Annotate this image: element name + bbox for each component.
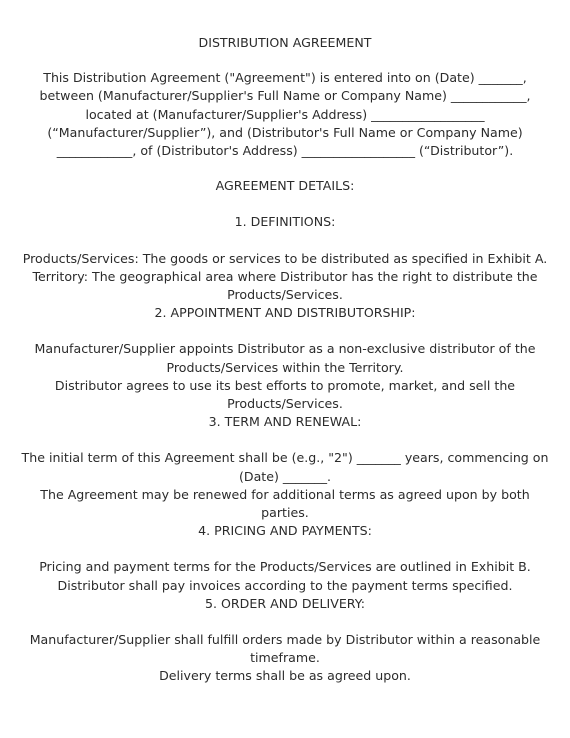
section-line: Manufacturer/Supplier appoints Distributor as a non-exclusive distributor of the (34, 341, 536, 357)
section-body-order-delivery (18, 631, 552, 686)
intro-line: located at (Manufacturer/Supplier's Address) __________________ (85, 106, 485, 122)
intro-line: between (Manufacturer/Supplier's Full Name or Company Name) ____________, (39, 88, 531, 104)
section-line: Territory: The geographical area where Distributor has the right to distribute the (32, 268, 538, 284)
section-heading-order-delivery: 5. ORDER AND DELIVERY: (205, 595, 365, 611)
intro-line: This Distribution Agreement ("Agreement") is entered into on (Date) _______, (43, 70, 527, 86)
section-line: timeframe. (250, 650, 320, 666)
section-heading-pricing: 4. PRICING AND PAYMENTS: (198, 523, 372, 539)
section-line: (Date) _______. (238, 468, 331, 484)
section-line: Products/Services: The goods or services to be distributed as specified in Exhibit A. (22, 250, 548, 266)
section-heading-appointment: 2. APPOINTMENT AND DISTRIBUTORSHIP: (154, 305, 416, 321)
section-line: The initial term of this Agreement shall be (e.g., "2") _______ years, commencing on (21, 450, 549, 466)
intro-paragraph (18, 69, 552, 160)
section-body-appointment (18, 340, 552, 413)
document-title: DISTRIBUTION AGREEMENT (198, 35, 372, 50)
section-line: Distributor shall pay invoices according to the payment terms specified. (57, 577, 513, 593)
section-line: Delivery terms shall be as agreed upon. (159, 668, 411, 684)
section-line: Manufacturer/Supplier shall fulfill orders made by Distributor within a reasonable (29, 632, 541, 648)
section-line: Pricing and payment terms for the Products/Services are outlined in Exhibit B. (39, 559, 531, 575)
section-line: Products/Services. (227, 396, 343, 412)
section-line: Products/Services within the Territory. (166, 359, 404, 375)
section-line: parties. (261, 505, 309, 521)
section-body-term (18, 449, 552, 522)
intro-line: (“Manufacturer/Supplier”), and (Distributor's Full Name or Company Name) (47, 124, 523, 140)
section-heading-definitions: 1. DEFINITIONS: (234, 214, 336, 230)
section-line: The Agreement may be renewed for additional terms as agreed upon by both (40, 486, 530, 502)
section-line: Products/Services. (227, 287, 343, 303)
intro-line: ____________, of (Distributor's Address) __________________ (“Distributor”). (56, 143, 514, 159)
section-body-definitions (18, 250, 552, 305)
agreement-details-heading: AGREEMENT DETAILS: (215, 178, 355, 194)
section-body-pricing (18, 558, 552, 594)
section-heading-term: 3. TERM AND RENEWAL: (208, 414, 362, 430)
section-line: Distributor agrees to use its best efforts to promote, market, and sell the (54, 377, 516, 393)
